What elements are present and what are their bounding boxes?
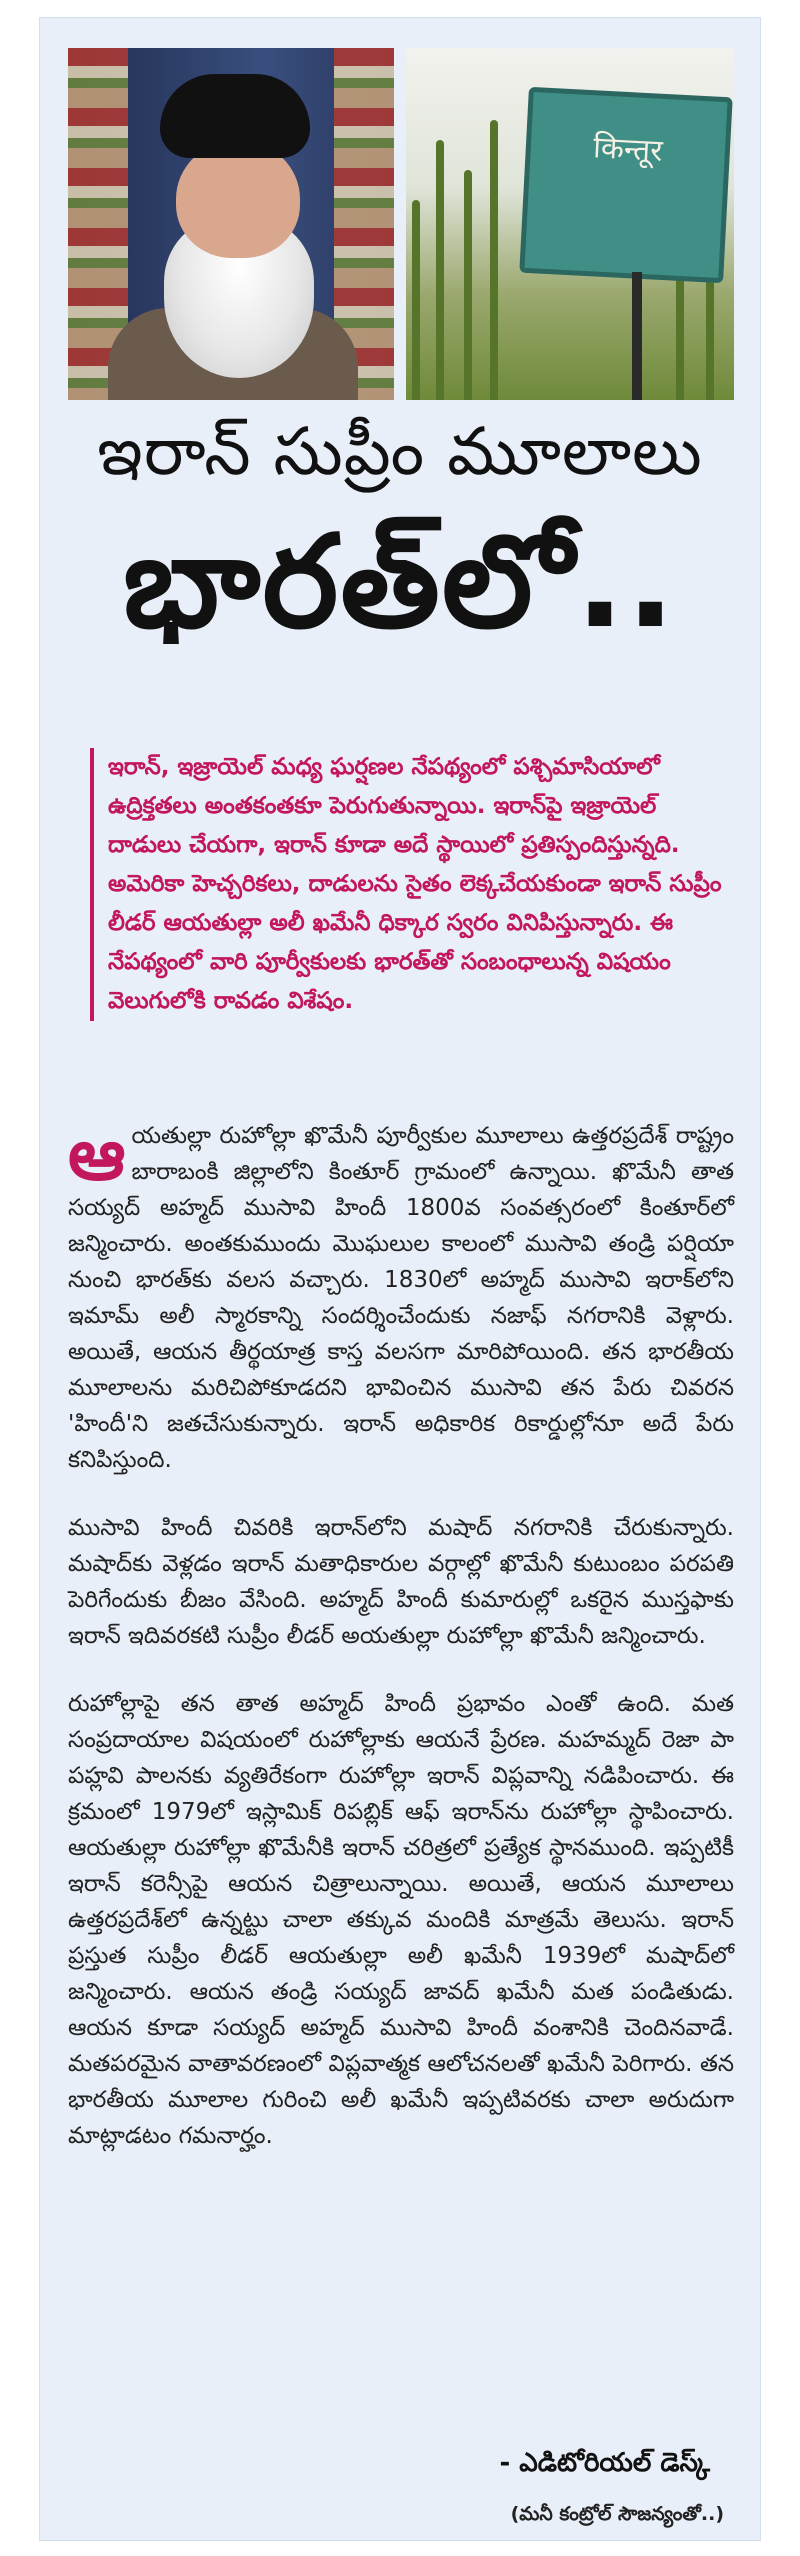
source-courtesy: (మనీ కంట్రోల్ సౌజన్యంతో..) <box>510 2503 724 2525</box>
photo-strip <box>68 48 734 400</box>
intro-text: ఇరాన్, ఇజ్రాయెల్ మధ్య ఘర్షణల నేపథ్యంలో పశ్చిమాసియాలో ఉద్రిక్తతలు అంతకంతకూ పెరుగుతున్నాయి. ఇరాన్‌పై ఇజ్రాయెల్ దాడులు చేయగా, ఇరాన్ కూడా అదే స్థాయిలో ప్రతిస్పందిస్తున్నది. అమెరికా హెచ్చరికలు, దాడులను సైతం లెక్కచేయకుండా ఇరాన్ సుప్రీం లీడర్ ఆయతుల్లా అలీ ఖమేనీ ధిక్కార స్వరం వినిపిస్తున్నారు. ఈ నేపథ్యంలో వారి పూర్వీకులకు భారత్‌తో సంబంధాలున్న విషయం వెలుగులోకి రావడం విశేషం. <box>108 754 722 1014</box>
body-paragraph-2: ముసావి హిందీ చివరికి ఇరాన్‌లోని మషాద్ నగరానికి చేరుకున్నారు. మషాద్‌కు వెళ్లడం ఇరాన్ మతాధికారుల వర్గాల్లో ఖొమేనీ కుటుంబం పరపతి పెరిగేందుకు బీజం వేసింది. అహ్మద్ హిందీ కుమారుల్లో ఒకరైన ముస్తఫాకు ఇరాన్ ఇదివరకటి సుప్రీం లీడర్ అయతుల్లా రుహోల్లా ఖొమేనీ జన్మించారు. <box>68 1515 734 1649</box>
grass-blade <box>490 120 498 400</box>
headline-line-1: ఇరాన్ సుప్రీం మూలాలు <box>97 413 703 490</box>
body-paragraph-1-text: యతుల్లా రుహోల్లా ఖొమేనీ పూర్వీకుల మూలాలు ఉత్తరప్రదేశ్ రాష్ట్రం బారాబంకి జిల్లాలోని కింతూర్ గ్రామంలో ఉన్నాయి. ఖొమేనీ తాత సయ్యద్ అహ్మద్ ముసావి హిందీ 1800వ సంవత్సరంలో కింతూర్‌లో జన్మించారు. అంతకుముందు మొఘలుల కాలంలో ముసావి తండ్రి పర్షియా నుంచి భారత్‌కు వలస వచ్చారు. 1830లో అహ్మద్ ముసావి ఇరాక్‌లోని ఇమామ్ అలీ స్మారకాన్ని సందర్శించేందుకు నజాఫ్ నగరానికి వెళ్లారు. అయితే, ఆయన తీర్థయాత్ర కాస్త వలసగా మారిపోయింది. తన భారతీయ మూలాలను మరిచిపోకూడదని భావించిన ముసావి తన పేరు చివరన 'హిందీ'ని జతచేసుకున్నారు. ఇరాన్ అధికారిక రికార్డుల్లోనూ అదే పేరు కనిపిస్తుంది. <box>68 1123 734 1473</box>
sign-pole <box>632 272 642 400</box>
article-page <box>40 18 760 2540</box>
grass-blade <box>412 200 420 400</box>
body-paragraph-1 <box>68 1112 734 1478</box>
turban-shape <box>160 74 310 158</box>
village-sign <box>519 87 732 283</box>
article-body <box>68 1112 734 2186</box>
portrait-photo <box>68 48 394 400</box>
grass-blade <box>464 170 472 400</box>
drop-cap: ఆ <box>68 1112 126 1196</box>
grass-blade <box>436 140 444 400</box>
village-sign-photo <box>406 48 734 400</box>
body-paragraph-3: రుహోల్లాపై తన తాత అహ్మద్ హిందీ ప్రభావం ఎంతో ఉంది. మత సంప్రదాయాల విషయంలో రుహోల్లాకు ఆయనే ప్రేరణ. మహమ్మద్ రెజా పా పహ్లవి పాలనకు వ్యతిరేకంగా రుహోల్లా ఇరాన్ విప్లవాన్ని నడిపించారు. ఈ క్రమంలో 1979లో ఇస్లామిక్ రిపబ్లిక్ ఆఫ్ ఇరాన్‌ను రుహోల్లా స్థాపించారు. ఆయతుల్లా రుహోల్లా ఖొమేనీకి ఇరాన్ చరిత్రలో ప్రత్యేక స్థానముంది. ఇప్పటికీ ఇరాన్ కరెన్సీపై ఆయన చిత్రాలున్నాయి. అయితే, ఆయన మూలాలు ఉత్తరప్రదేశ్‌లో ఉన్నట్టు చాలా తక్కువ మందికి మాత్రమే తెలుసు. ఇరాన్ ప్రస్తుత సుప్రీం లీడర్ ఆయతుల్లా అలీ ఖమేనీ 1939లో మషాద్‌లో జన్మించారు. ఆయన తండ్రి సయ్యద్ జావద్ ఖమేనీ మత పండితుడు. ఆయన కూడా సయ్యద్ అహ్మద్ ముసావి హిందీ వంశానికి చెందినవాడే. మతపరమైన వాతావరణంలో విప్లవాత్మక ఆలోచనలతో ఖమేనీ పెరిగారు. తన భారతీయ మూలాల గురించి అలీ ఖమేనీ ఇప్పటివరకు చాలా అరుదుగా మాట్లాడటం గమనార్హం. <box>68 1691 734 2149</box>
author-credit: - ఎడిటోరియల్ డెస్క్ <box>499 2448 710 2478</box>
sign-text: किन्तूर <box>592 130 664 169</box>
headline-line-2: భారత్‌లో.. <box>123 508 677 657</box>
intro-paragraph <box>90 748 728 1021</box>
